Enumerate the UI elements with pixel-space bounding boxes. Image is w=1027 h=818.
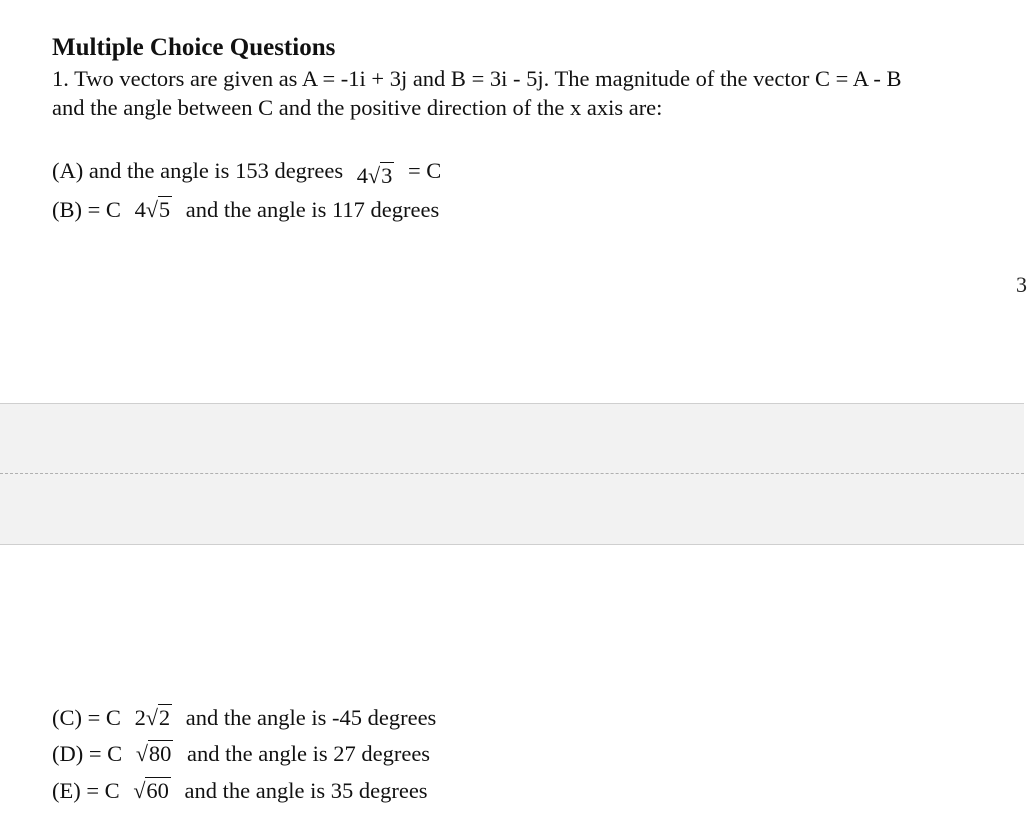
sqrt-icon: √5 bbox=[145, 197, 171, 222]
page-title: Multiple Choice Questions bbox=[52, 34, 336, 61]
sqrt-icon: √2 bbox=[145, 705, 171, 730]
question-line-2: and the angle between C and the positive direction of the x axis are: bbox=[52, 95, 663, 120]
option-e-radicand: 60 bbox=[146, 778, 169, 803]
option-c bbox=[52, 703, 436, 733]
dashed-divider bbox=[0, 473, 1024, 474]
question-line-1: 1. Two vectors are given as A = -1i + 3j and B = 3i - 5j. The magnitude of the vector C = A - B bbox=[52, 66, 902, 91]
option-a-math bbox=[357, 161, 395, 191]
option-e-label: (E) = C bbox=[52, 778, 120, 803]
edge-mark: 3 bbox=[1016, 272, 1027, 297]
option-b-radicand: 5 bbox=[158, 197, 171, 222]
option-e-suffix: and the angle is 35 degrees bbox=[184, 778, 428, 803]
option-c-coef: 2 bbox=[134, 705, 146, 730]
option-a-suffix: = C bbox=[407, 158, 442, 183]
option-c-radicand: 2 bbox=[158, 705, 171, 730]
option-d-label: (D) = C bbox=[52, 741, 123, 766]
option-d-radicand: 80 bbox=[148, 741, 172, 766]
option-c-label: (C) = C bbox=[52, 705, 121, 730]
sqrt-icon: √80 bbox=[135, 741, 172, 766]
option-d bbox=[52, 739, 430, 769]
option-a-coef: 4 bbox=[356, 163, 369, 188]
option-d-suffix: and the angle is 27 degrees bbox=[187, 741, 431, 766]
sqrt-icon: √60 bbox=[133, 778, 169, 803]
option-a-radicand: 3 bbox=[381, 163, 393, 188]
page-break-band bbox=[0, 403, 1024, 545]
option-a bbox=[52, 156, 441, 186]
option-b bbox=[52, 195, 439, 225]
option-c-suffix: and the angle is -45 degrees bbox=[185, 705, 437, 730]
option-e bbox=[52, 776, 428, 806]
sqrt-icon: √3 bbox=[368, 163, 393, 188]
option-b-suffix: and the angle is 117 degrees bbox=[185, 197, 440, 222]
option-b-label: (B) = C bbox=[52, 197, 121, 222]
option-b-coef: 4 bbox=[134, 197, 146, 222]
option-a-label: (A) and the angle is 153 degrees bbox=[52, 158, 344, 183]
